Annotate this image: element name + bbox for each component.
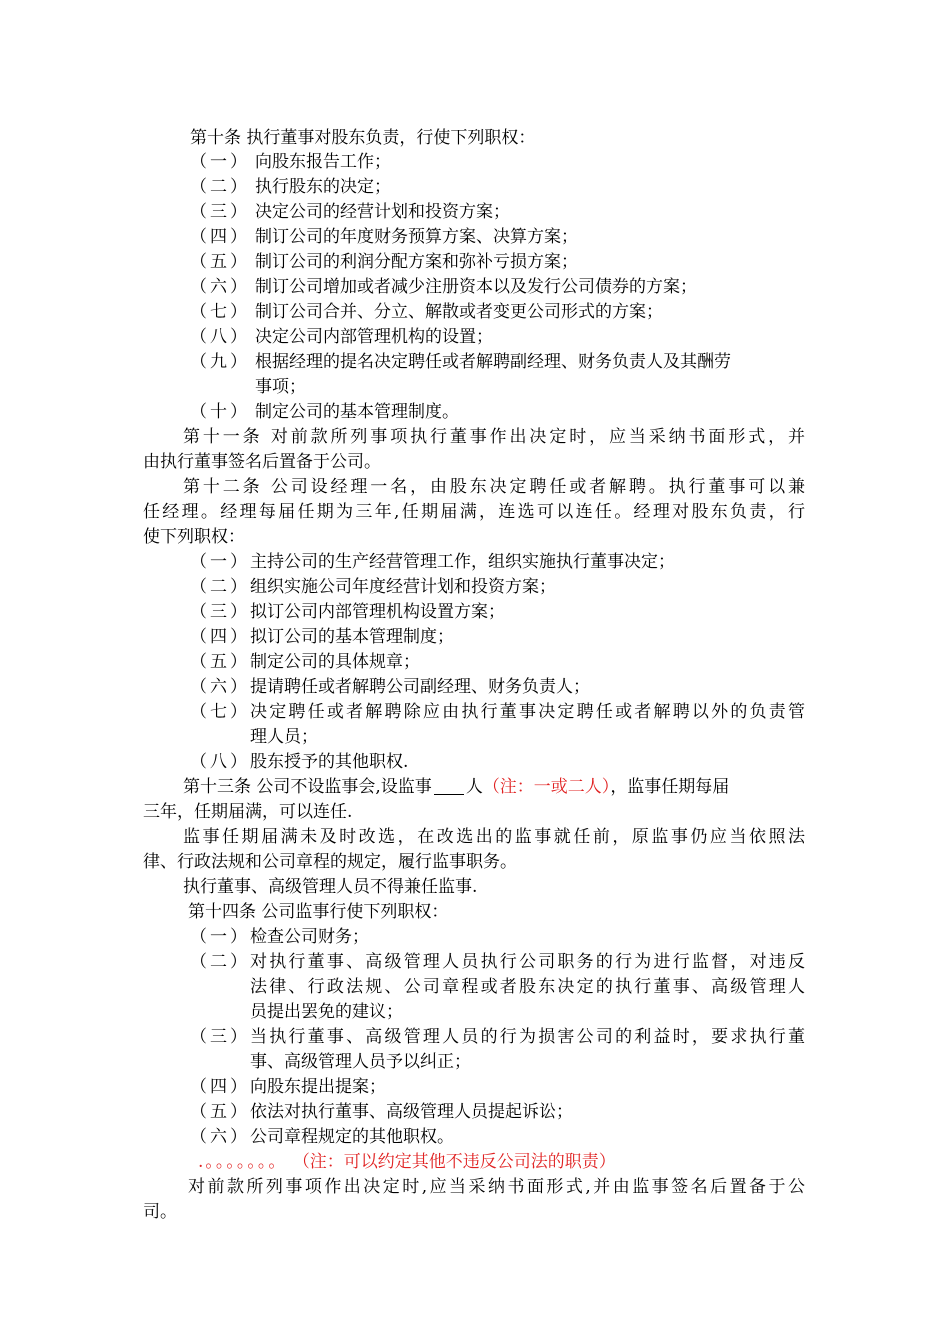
supervisor-paragraph-line: 监事任期届满未及时改选，在改选出的监事就任前，原监事仍应当依照法 bbox=[183, 827, 805, 847]
article-12-line: 使下列职权： bbox=[143, 527, 245, 547]
list-label: （七） bbox=[190, 302, 250, 322]
list-item: 制订公司合并、分立、解散或者变更公司形式的方案； bbox=[255, 302, 663, 322]
list-item-continuation: 法律、行政法规、公司章程或者股东决定的执行董事、高级管理人 bbox=[250, 977, 805, 997]
red-note: （注：可以约定其他不违反公司法的职责） bbox=[292, 1152, 616, 1172]
list-label: （四） bbox=[190, 1077, 250, 1097]
list-item: 拟订公司内部管理机构设置方案； bbox=[250, 602, 505, 622]
list-item: 根据经理的提名决定聘任或者解聘副经理、财务负责人及其酬劳 bbox=[255, 352, 731, 372]
list-item: 提请聘任或者解聘公司副经理、财务负责人； bbox=[250, 677, 590, 697]
list-item: 向股东报告工作； bbox=[255, 152, 391, 172]
list-item: 决定聘任或者解聘除应由执行董事决定聘任或者解聘以外的负责管 bbox=[250, 702, 805, 722]
blank-field bbox=[434, 777, 464, 795]
supervisor-paragraph-line: 律、行政法规和公司章程的规定，履行监事职务。 bbox=[143, 852, 517, 872]
article-12-line: 任经理。经理每届任期为三年,任期届满，连选可以连任。经理对股东负责，行 bbox=[143, 502, 805, 522]
ellipsis-dots: .。。。。。。。 bbox=[198, 1152, 288, 1172]
list-label: （一） bbox=[190, 927, 250, 947]
list-item: 执行股东的决定； bbox=[255, 177, 391, 197]
list-label: （十） bbox=[190, 402, 250, 422]
list-item: 制订公司的年度财务预算方案、决算方案； bbox=[255, 227, 578, 247]
final-paragraph-line: 对前款所列事项作出决定时,应当采纳书面形式,并由监事签名后置备于公 bbox=[188, 1177, 805, 1197]
list-item: 检查公司财务； bbox=[250, 927, 369, 947]
list-label: （二） bbox=[190, 577, 250, 597]
article-13-text: 第十三条 公司不设监事会,设监事 bbox=[183, 777, 432, 797]
list-label: （五） bbox=[190, 1102, 250, 1122]
list-item: 当执行董事、高级管理人员的行为损害公司的利益时，要求执行董 bbox=[250, 1027, 805, 1047]
list-label: （六） bbox=[190, 1127, 250, 1147]
red-note-line bbox=[198, 1150, 616, 1174]
list-item-continuation: 员提出罢免的建议； bbox=[250, 1002, 403, 1022]
list-item: 决定公司的经营计划和投资方案； bbox=[255, 202, 510, 222]
list-label: （一） bbox=[190, 152, 250, 172]
list-item: 制订公司增加或者减少注册资本以及发行公司债券的方案； bbox=[255, 277, 697, 297]
list-label: （九） bbox=[190, 352, 250, 372]
list-label: （四） bbox=[190, 227, 250, 247]
list-label: （三） bbox=[190, 602, 250, 622]
list-label: （六） bbox=[190, 677, 250, 697]
list-label: （三） bbox=[190, 202, 250, 222]
list-label: （五） bbox=[190, 252, 250, 272]
final-paragraph-line: 司。 bbox=[143, 1202, 177, 1222]
list-label: （二） bbox=[190, 952, 250, 972]
list-item: 决定公司内部管理机构的设置； bbox=[255, 327, 493, 347]
article-10-heading: 第十条 执行董事对股东负责，行使下列职权： bbox=[190, 128, 536, 148]
list-label: （七） bbox=[190, 702, 250, 722]
list-item: 拟订公司的基本管理制度； bbox=[250, 627, 454, 647]
list-item-continuation: 事、高级管理人员予以纠正； bbox=[250, 1052, 471, 1072]
list-label: （五） bbox=[190, 652, 250, 672]
list-item: 制订公司的利润分配方案和弥补亏损方案； bbox=[255, 252, 578, 272]
list-item: 公司章程规定的其他职权。 bbox=[250, 1127, 454, 1147]
article-14-heading: 第十四条 公司监事行使下列职权： bbox=[188, 902, 449, 922]
list-item: 依法对执行董事、高级管理人员提起诉讼； bbox=[250, 1102, 573, 1122]
article-13-line bbox=[183, 775, 805, 799]
list-item: 组织实施公司年度经营计划和投资方案； bbox=[250, 577, 556, 597]
list-label: （三） bbox=[190, 1027, 250, 1047]
list-item-continuation: 事项； bbox=[255, 377, 306, 397]
article-11-line: 第十一条 对前款所列事项执行董事作出决定时，应当采纳书面形式，并 bbox=[183, 427, 805, 447]
list-item-continuation: 理人员； bbox=[250, 727, 318, 747]
list-label: （四） bbox=[190, 627, 250, 647]
list-label: （八） bbox=[190, 752, 250, 772]
article-11-line: 由执行董事签名后置备于公司。 bbox=[143, 452, 381, 472]
article-13-line: 三年，任期届满，可以连任. bbox=[143, 802, 353, 822]
article-12-line: 第十二条 公司设经理一名，由股东决定聘任或者解聘。执行董事可以兼 bbox=[183, 477, 805, 497]
article-13-text: 人 bbox=[465, 777, 483, 797]
list-item: 制定公司的具体规章； bbox=[250, 652, 420, 672]
list-label: （六） bbox=[190, 277, 250, 297]
supervisor-restriction: 执行董事、高级管理人员不得兼任监事. bbox=[183, 877, 478, 897]
list-label: （八） bbox=[190, 327, 250, 347]
red-note: （注：一或二人） bbox=[482, 777, 611, 797]
list-label: （一） bbox=[190, 552, 250, 572]
list-item: 主持公司的生产经营管理工作，组织实施执行董事决定； bbox=[250, 552, 675, 572]
list-item: 向股东提出提案； bbox=[250, 1077, 386, 1097]
list-label: （二） bbox=[190, 177, 250, 197]
list-item: 对执行董事、高级管理人员执行公司职务的行为进行监督，对违反 bbox=[250, 952, 805, 972]
list-item: 股东授予的其他职权. bbox=[250, 752, 409, 772]
list-item: 制定公司的基本管理制度。 bbox=[255, 402, 459, 422]
article-13-text: ，监事任期每届 bbox=[610, 777, 730, 797]
